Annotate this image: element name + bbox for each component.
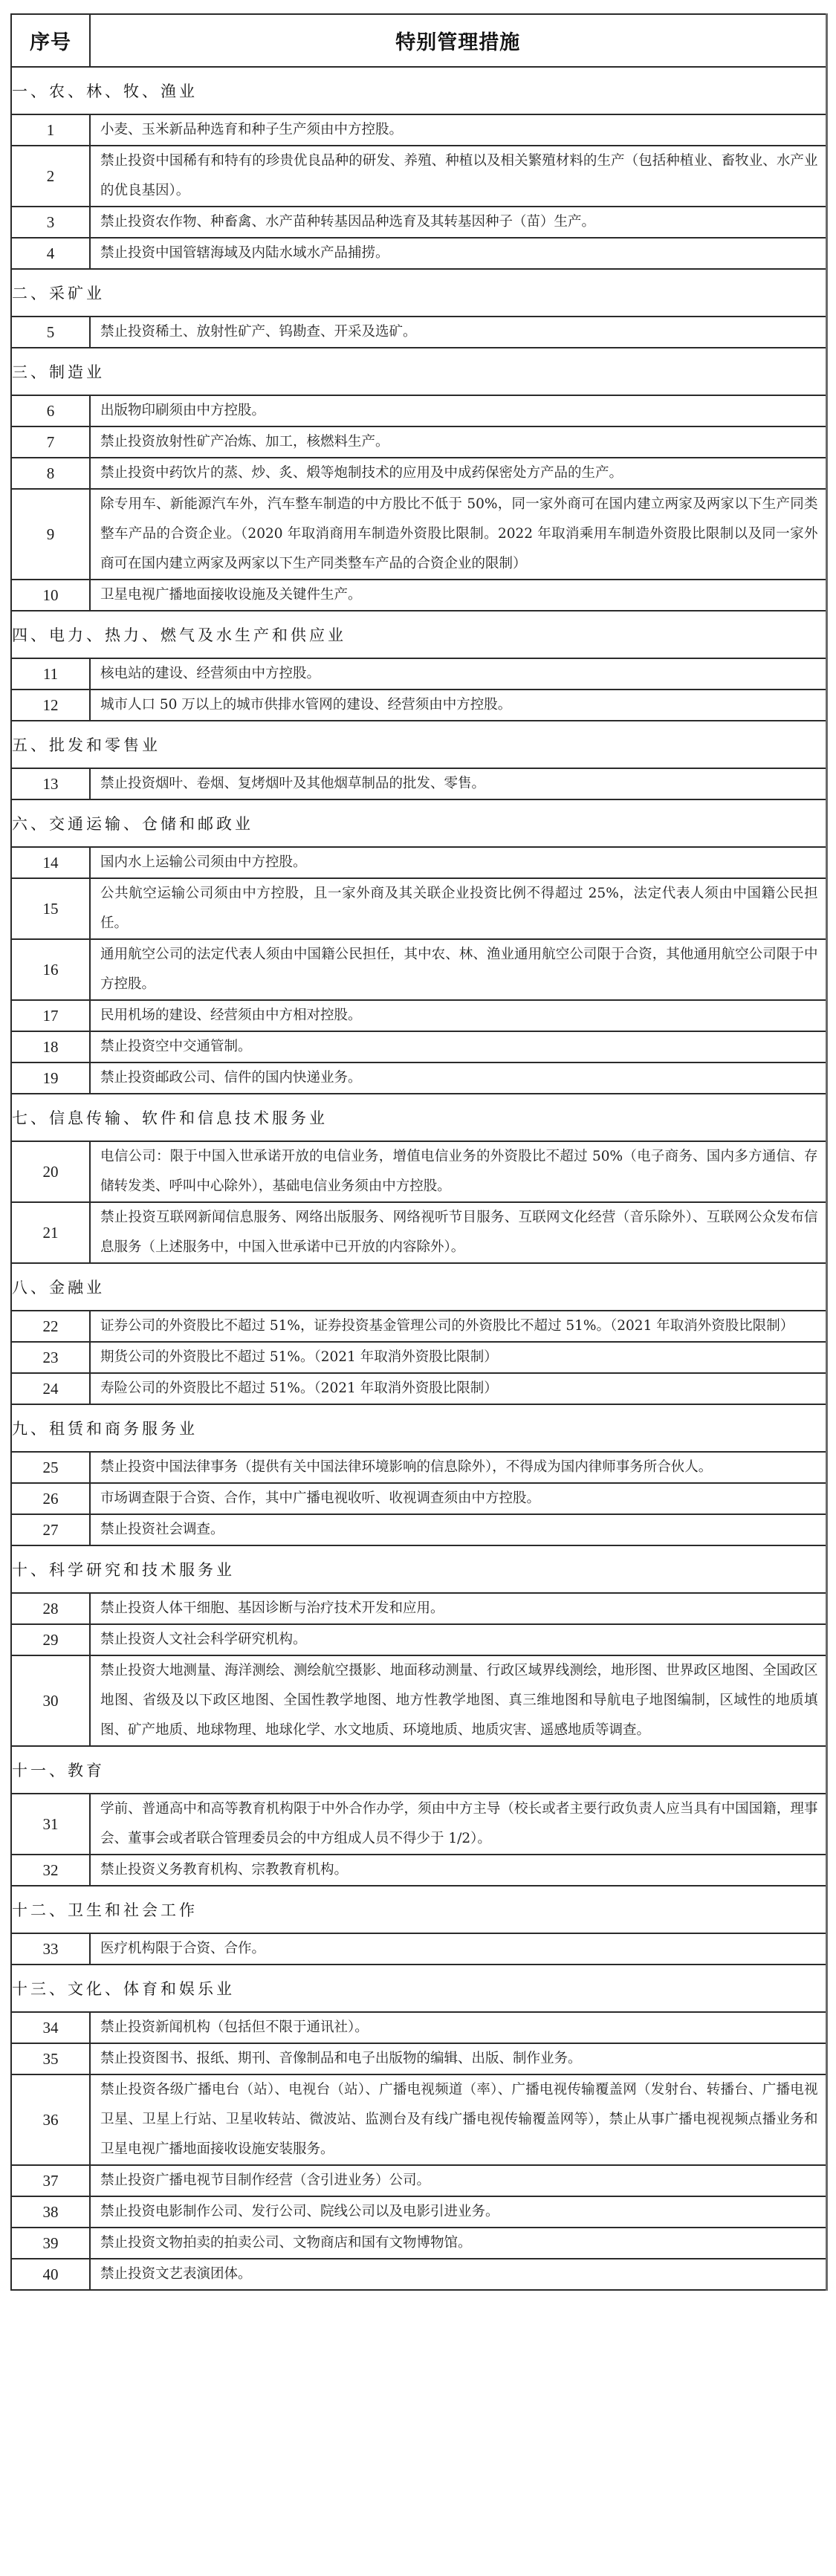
measure-text: 禁止投资中国管辖海域及内陆水域水产品捕捞。 <box>90 238 826 269</box>
table-row <box>11 1000 826 1031</box>
row-number: 31 <box>11 1794 90 1855</box>
measure-text: 通用航空公司的法定代表人须由中国籍公民担任，其中农、林、渔业通用航空公司限于合资，其他通用航空公司限于中方控股。 <box>90 939 826 1000</box>
section-title: 十三、文化、体育和娱乐业 <box>11 1965 826 2012</box>
measure-text: 证券公司的外资股比不超过 51%，证券投资基金管理公司的外资股比不超过 51%。（2021 年取消外资股比限制） <box>90 1311 826 1342</box>
table-row <box>11 768 826 799</box>
table-row <box>11 2074 826 2165</box>
section-header-row <box>11 269 826 317</box>
table-row <box>11 426 826 458</box>
measure-text: 禁止投资稀土、放射性矿产、钨勘查、开采及选矿。 <box>90 317 826 348</box>
row-number: 22 <box>11 1311 90 1342</box>
row-number: 27 <box>11 1514 90 1545</box>
row-number: 40 <box>11 2259 90 2290</box>
section-header-row <box>11 1094 826 1141</box>
section-header-row <box>11 799 826 847</box>
measure-text: 禁止投资大地测量、海洋测绘、测绘航空摄影、地面移动测量、行政区域界线测绘，地形图、世界政区地图、全国政区地图、省级及以下政区地图、全国性教学地图、地方性教学地图、真三维地图和导航电子地图编制，区域性的地质填图、矿产地质、地球物理、地球化学、水文地质、环境地质、地质灾害、遥感地质等调查。 <box>90 1655 826 1746</box>
measure-text: 核电站的建设、经营须由中方控股。 <box>90 658 826 690</box>
row-number: 36 <box>11 2074 90 2165</box>
measure-text: 禁止投资人文社会科学研究机构。 <box>90 1624 826 1655</box>
row-number: 15 <box>11 878 90 939</box>
measure-text: 除专用车、新能源汽车外，汽车整车制造的中方股比不低于 50%，同一家外商可在国内建立两家及两家以下生产同类整车产品的合资企业。（2020 年取消商用车制造外资股比限制。2022 年取消乘用车制造外资股比限制以及同一家外商可在国内建立两家及两家以下生产同类整车产品的合资企业的限制） <box>90 489 826 580</box>
table-row <box>11 114 826 146</box>
section-title: 三、制造业 <box>11 348 826 395</box>
table-row <box>11 1031 826 1062</box>
row-number: 28 <box>11 1593 90 1624</box>
table-row <box>11 2165 826 2196</box>
table-row <box>11 2196 826 2228</box>
row-number: 26 <box>11 1483 90 1514</box>
section-header-row <box>11 1965 826 2012</box>
section-title: 十一、教育 <box>11 1746 826 1794</box>
section-title: 九、租赁和商务服务业 <box>11 1404 826 1452</box>
row-number: 7 <box>11 426 90 458</box>
measure-text: 禁止投资人体干细胞、基因诊断与治疗技术开发和应用。 <box>90 1593 826 1624</box>
table-row <box>11 580 826 611</box>
table-row <box>11 146 826 207</box>
table-header-row <box>11 14 826 67</box>
row-number: 32 <box>11 1855 90 1886</box>
table-row <box>11 939 826 1000</box>
row-number: 5 <box>11 317 90 348</box>
measure-text: 禁止投资互联网新闻信息服务、网络出版服务、网络视听节目服务、互联网文化经营（音乐除外）、互联网公众发布信息服务（上述服务中，中国入世承诺中已开放的内容除外）。 <box>90 1202 826 1263</box>
measure-text: 禁止投资空中交通管制。 <box>90 1031 826 1062</box>
row-number: 3 <box>11 207 90 238</box>
measure-text: 学前、普通高中和高等教育机构限于中外合作办学，须由中方主导（校长或者主要行政负责人应当具有中国国籍，理事会、董事会或者联合管理委员会的中方组成人员不得少于 1/2）。 <box>90 1794 826 1855</box>
table-row <box>11 1452 826 1483</box>
row-number: 20 <box>11 1141 90 1202</box>
section-header-row <box>11 67 826 114</box>
row-number: 16 <box>11 939 90 1000</box>
measure-text: 禁止投资电影制作公司、发行公司、院线公司以及电影引进业务。 <box>90 2196 826 2228</box>
section-header-row <box>11 1404 826 1452</box>
table-row <box>11 458 826 489</box>
table-row <box>11 1655 826 1746</box>
row-number: 23 <box>11 1342 90 1373</box>
table-row <box>11 1794 826 1855</box>
row-number: 12 <box>11 690 90 721</box>
table-row <box>11 878 826 939</box>
table-row <box>11 1062 826 1094</box>
section-title: 七、信息传输、软件和信息技术服务业 <box>11 1094 826 1141</box>
measure-text: 禁止投资农作物、种畜禽、水产苗种转基因品种选育及其转基因种子（苗）生产。 <box>90 207 826 238</box>
section-title: 十、科学研究和技术服务业 <box>11 1545 826 1593</box>
row-number: 38 <box>11 2196 90 2228</box>
row-number: 25 <box>11 1452 90 1483</box>
measure-text: 城市人口 50 万以上的城市供排水管网的建设、经营须由中方控股。 <box>90 690 826 721</box>
section-header-row <box>11 1263 826 1311</box>
row-number: 9 <box>11 489 90 580</box>
section-header-row <box>11 721 826 768</box>
section-header-row <box>11 348 826 395</box>
measure-text: 禁止投资烟叶、卷烟、复烤烟叶及其他烟草制品的批发、零售。 <box>90 768 826 799</box>
measure-text: 国内水上运输公司须由中方控股。 <box>90 847 826 878</box>
section-title: 一、农、林、牧、渔业 <box>11 67 826 114</box>
table-row <box>11 317 826 348</box>
measure-text: 电信公司：限于中国入世承诺开放的电信业务，增值电信业务的外资股比不超过 50%（电子商务、国内多方通信、存储转发类、呼叫中心除外），基础电信业务须由中方控股。 <box>90 1141 826 1202</box>
row-number: 13 <box>11 768 90 799</box>
measure-text: 禁止投资各级广播电台（站）、电视台（站）、广播电视频道（率）、广播电视传输覆盖网（发射台、转播台、广播电视卫星、卫星上行站、卫星收转站、微波站、监测台及有线广播电视传输覆盖网等），禁止从事广播电视视频点播业务和卫星电视广播地面接收设施安装服务。 <box>90 2074 826 2165</box>
measure-text: 卫星电视广播地面接收设施及关键件生产。 <box>90 580 826 611</box>
row-number: 30 <box>11 1655 90 1746</box>
row-number: 34 <box>11 2012 90 2043</box>
table-row <box>11 847 826 878</box>
section-title: 八、金融业 <box>11 1263 826 1311</box>
column-header-number: 序号 <box>11 14 90 67</box>
row-number: 33 <box>11 1933 90 1965</box>
table-body <box>11 67 826 2290</box>
table-row <box>11 1514 826 1545</box>
row-number: 21 <box>11 1202 90 1263</box>
row-number: 24 <box>11 1373 90 1404</box>
table-row <box>11 1933 826 1965</box>
measure-text: 期货公司的外资股比不超过 51%。（2021 年取消外资股比限制） <box>90 1342 826 1373</box>
measure-text: 禁止投资放射性矿产冶炼、加工，核燃料生产。 <box>90 426 826 458</box>
measure-text: 公共航空运输公司须由中方控股，且一家外商及其关联企业投资比例不得超过 25%，法定代表人须由中国籍公民担任。 <box>90 878 826 939</box>
special-measures-table <box>10 13 828 2291</box>
row-number: 10 <box>11 580 90 611</box>
table-row <box>11 658 826 690</box>
table-row <box>11 1483 826 1514</box>
section-title: 二、采矿业 <box>11 269 826 317</box>
measure-text: 禁止投资社会调查。 <box>90 1514 826 1545</box>
section-header-row <box>11 611 826 658</box>
row-number: 11 <box>11 658 90 690</box>
row-number: 18 <box>11 1031 90 1062</box>
measure-text: 医疗机构限于合资、合作。 <box>90 1933 826 1965</box>
section-title: 四、电力、热力、燃气及水生产和供应业 <box>11 611 826 658</box>
measure-text: 寿险公司的外资股比不超过 51%。（2021 年取消外资股比限制） <box>90 1373 826 1404</box>
row-number: 37 <box>11 2165 90 2196</box>
row-number: 39 <box>11 2228 90 2259</box>
table-row <box>11 2228 826 2259</box>
table-row <box>11 395 826 426</box>
section-header-row <box>11 1746 826 1794</box>
column-header-measures: 特别管理措施 <box>90 14 826 67</box>
row-number: 6 <box>11 395 90 426</box>
measure-text: 禁止投资邮政公司、信件的国内快递业务。 <box>90 1062 826 1094</box>
table-row <box>11 489 826 580</box>
row-number: 8 <box>11 458 90 489</box>
measure-text: 禁止投资文艺表演团体。 <box>90 2259 826 2290</box>
row-number: 29 <box>11 1624 90 1655</box>
table-row <box>11 2043 826 2074</box>
measure-text: 禁止投资中国法律事务（提供有关中国法律环境影响的信息除外），不得成为国内律师事务所合伙人。 <box>90 1452 826 1483</box>
table-row <box>11 238 826 269</box>
measure-text: 禁止投资义务教育机构、宗教教育机构。 <box>90 1855 826 1886</box>
table-row <box>11 1624 826 1655</box>
measure-text: 民用机场的建设、经营须由中方相对控股。 <box>90 1000 826 1031</box>
table-row <box>11 1141 826 1202</box>
table-row <box>11 207 826 238</box>
table-row <box>11 1373 826 1404</box>
section-title: 六、交通运输、仓储和邮政业 <box>11 799 826 847</box>
table-row <box>11 690 826 721</box>
measure-text: 禁止投资中国稀有和特有的珍贵优良品种的研发、养殖、种植以及相关繁殖材料的生产（包括种植业、畜牧业、水产业的优良基因）。 <box>90 146 826 207</box>
row-number: 1 <box>11 114 90 146</box>
section-title: 五、批发和零售业 <box>11 721 826 768</box>
section-title: 十二、卫生和社会工作 <box>11 1886 826 1933</box>
row-number: 17 <box>11 1000 90 1031</box>
measure-text: 小麦、玉米新品种选育和种子生产须由中方控股。 <box>90 114 826 146</box>
measure-text: 出版物印刷须由中方控股。 <box>90 395 826 426</box>
row-number: 14 <box>11 847 90 878</box>
document-page <box>10 13 826 2291</box>
table-row <box>11 1593 826 1624</box>
measure-text: 市场调查限于合资、合作，其中广播电视收听、收视调查须由中方控股。 <box>90 1483 826 1514</box>
row-number: 19 <box>11 1062 90 1094</box>
measure-text: 禁止投资新闻机构（包括但不限于通讯社）。 <box>90 2012 826 2043</box>
section-header-row <box>11 1886 826 1933</box>
measure-text: 禁止投资文物拍卖的拍卖公司、文物商店和国有文物博物馆。 <box>90 2228 826 2259</box>
section-header-row <box>11 1545 826 1593</box>
table-row <box>11 1342 826 1373</box>
row-number: 35 <box>11 2043 90 2074</box>
table-row <box>11 1202 826 1263</box>
row-number: 4 <box>11 238 90 269</box>
table-row <box>11 1855 826 1886</box>
measure-text: 禁止投资图书、报纸、期刊、音像制品和电子出版物的编辑、出版、制作业务。 <box>90 2043 826 2074</box>
table-row <box>11 2012 826 2043</box>
table-row <box>11 2259 826 2290</box>
measure-text: 禁止投资广播电视节目制作经营（含引进业务）公司。 <box>90 2165 826 2196</box>
row-number: 2 <box>11 146 90 207</box>
measure-text: 禁止投资中药饮片的蒸、炒、炙、煅等炮制技术的应用及中成药保密处方产品的生产。 <box>90 458 826 489</box>
table-row <box>11 1311 826 1342</box>
